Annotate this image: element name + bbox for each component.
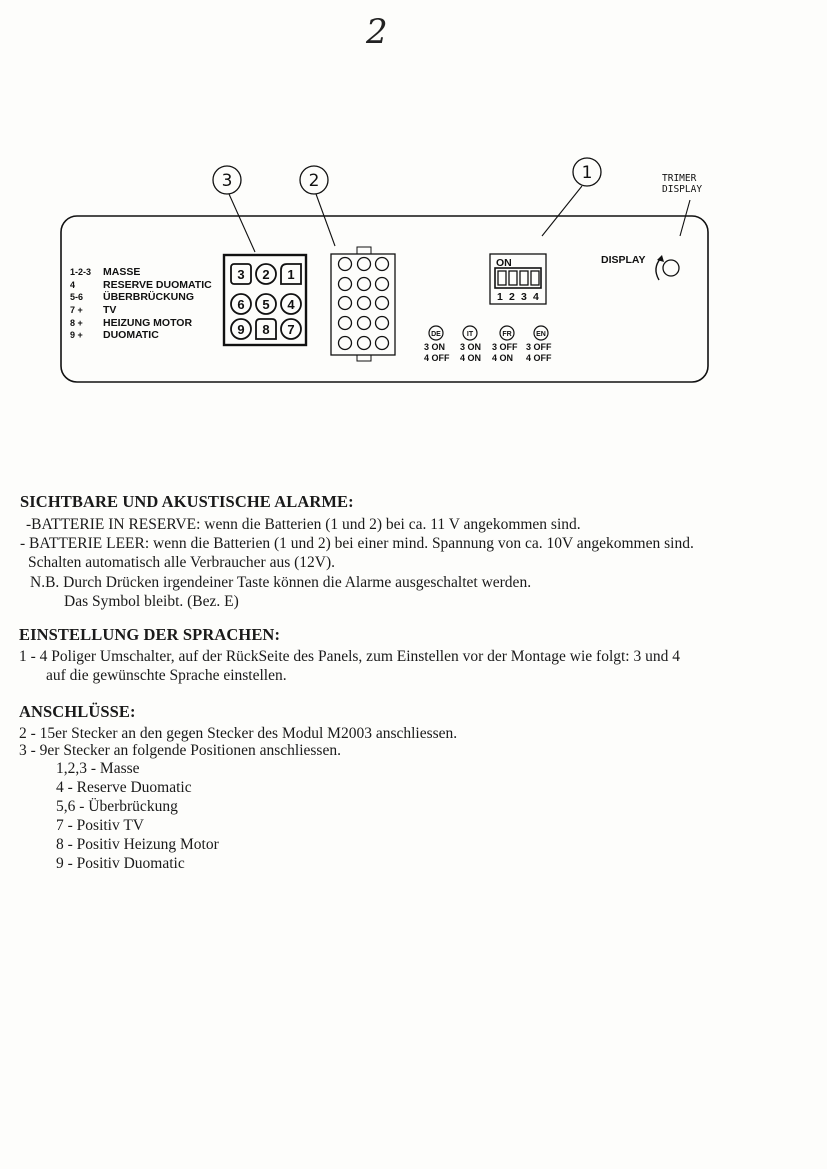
svg-text:3: 3 xyxy=(221,171,233,191)
alarm-line-4: N.B. Durch Drücken irgendeiner Taste können die Alarme ausgeschaltet werden. xyxy=(30,574,532,591)
connection-item: 7 - Positiv TV xyxy=(56,817,144,834)
svg-text:4 ON: 4 ON xyxy=(460,353,482,363)
svg-text:5-6: 5-6 xyxy=(70,292,84,302)
svg-text:9 +: 9 + xyxy=(70,330,83,340)
connections-heading: ANSCHLÜSSE: xyxy=(19,702,136,721)
svg-text:3 OFF: 3 OFF xyxy=(526,342,552,352)
connection-item: 4 - Reserve Duomatic xyxy=(56,779,192,796)
svg-text:MASSE: MASSE xyxy=(103,266,141,278)
connection-item: 5,6 - Überbrückung xyxy=(56,798,178,815)
svg-text:1: 1 xyxy=(287,267,295,282)
connection-item: 8 - Positiv Heizung Motor xyxy=(56,836,219,853)
connector-15-pin xyxy=(331,247,395,361)
svg-text:FR: FR xyxy=(502,331,512,338)
pin-legend xyxy=(70,266,212,341)
trimer-label: TRIMER xyxy=(662,173,697,184)
svg-text:4 OFF: 4 OFF xyxy=(526,353,552,363)
alarms-heading: SICHTBARE UND AKUSTISCHE ALARME: xyxy=(20,492,354,511)
connections-line-1: 2 - 15er Stecker an den gegen Stecker des Modul M2003 anschliessen. xyxy=(19,725,458,742)
alarm-line-1: -BATTERIE IN RESERVE: wenn die Batterien (1 und 2) bei ca. 11 V angekommen sind. xyxy=(26,516,581,533)
language-line-2: auf die gewünschte Sprache einstellen. xyxy=(46,667,287,684)
connection-item: 9 - Positiv Duomatic xyxy=(56,855,185,872)
alarm-line-3: Schalten automatisch alle Verbraucher aus (12V). xyxy=(28,554,336,571)
language-de xyxy=(424,326,450,363)
svg-text:3: 3 xyxy=(521,291,527,303)
svg-text:3 ON: 3 ON xyxy=(424,342,446,352)
svg-text:2: 2 xyxy=(308,171,320,191)
page-number: 2 xyxy=(366,12,388,52)
language-heading: EINSTELLUNG DER SPRACHEN: xyxy=(19,625,281,644)
svg-text:IT: IT xyxy=(466,331,474,338)
svg-text:RESERVE DUOMATIC: RESERVE DUOMATIC xyxy=(103,279,212,291)
svg-text:7: 7 xyxy=(287,322,295,337)
alarm-line-2: - BATTERIE LEER: wenn die Batterien (1 und 2) bei einer mind. Spannung von ca. 10V angekommen sind. xyxy=(20,535,694,552)
language-settings xyxy=(424,326,552,363)
panel-diagram xyxy=(0,0,827,400)
display-button xyxy=(601,254,679,280)
svg-text:2: 2 xyxy=(509,291,515,303)
svg-text:ON: ON xyxy=(496,257,512,269)
svg-text:7 +: 7 + xyxy=(70,305,83,315)
callout-3 xyxy=(213,166,255,252)
connection-item: 1,2,3 - Masse xyxy=(56,760,140,777)
svg-text:1: 1 xyxy=(581,163,593,183)
connector-9-pin xyxy=(224,255,306,345)
language-it xyxy=(460,326,481,363)
svg-text:4 ON: 4 ON xyxy=(492,353,514,363)
callout-2 xyxy=(300,166,335,246)
svg-text:4 OFF: 4 OFF xyxy=(424,353,450,363)
language-line-1: 1 - 4 Poliger Umschalter, auf der RückSeite des Panels, zum Einstellen vor der Montage wie folgt: 3 und 4 xyxy=(19,648,680,665)
svg-text:5: 5 xyxy=(262,297,270,312)
svg-text:TV: TV xyxy=(103,304,117,316)
svg-text:1-2-3: 1-2-3 xyxy=(70,267,92,277)
svg-text:4: 4 xyxy=(70,280,76,290)
svg-text:8 +: 8 + xyxy=(70,318,83,328)
connections-line-2: 3 - 9er Stecker an folgende Positionen anschliessen. xyxy=(19,742,341,759)
svg-text:3: 3 xyxy=(237,267,245,282)
language-en xyxy=(526,326,552,363)
callout-1 xyxy=(542,158,601,236)
svg-text:1: 1 xyxy=(497,291,503,303)
svg-text:3 ON: 3 ON xyxy=(460,342,482,352)
svg-text:4: 4 xyxy=(287,297,295,312)
language-fr xyxy=(492,326,518,363)
svg-text:3 OFF: 3 OFF xyxy=(492,342,518,352)
svg-text:DUOMATIC: DUOMATIC xyxy=(103,329,159,341)
svg-text:9: 9 xyxy=(237,322,245,337)
svg-text:DISPLAY: DISPLAY xyxy=(601,254,646,266)
svg-text:ÜBERBRÜCKUNG: ÜBERBRÜCKUNG xyxy=(103,291,194,303)
svg-text:4: 4 xyxy=(533,291,539,303)
dip-switch xyxy=(490,254,546,304)
alarm-line-5: Das Symbol bleibt. (Bez. E) xyxy=(64,593,239,610)
svg-text:6: 6 xyxy=(237,297,245,312)
svg-text:EN: EN xyxy=(536,331,546,338)
svg-text:DE: DE xyxy=(431,331,441,338)
svg-text:8: 8 xyxy=(262,322,270,337)
svg-text:HEIZUNG MOTOR: HEIZUNG MOTOR xyxy=(103,317,193,329)
svg-text:2: 2 xyxy=(262,267,270,282)
display-label: DISPLAY xyxy=(662,184,703,195)
